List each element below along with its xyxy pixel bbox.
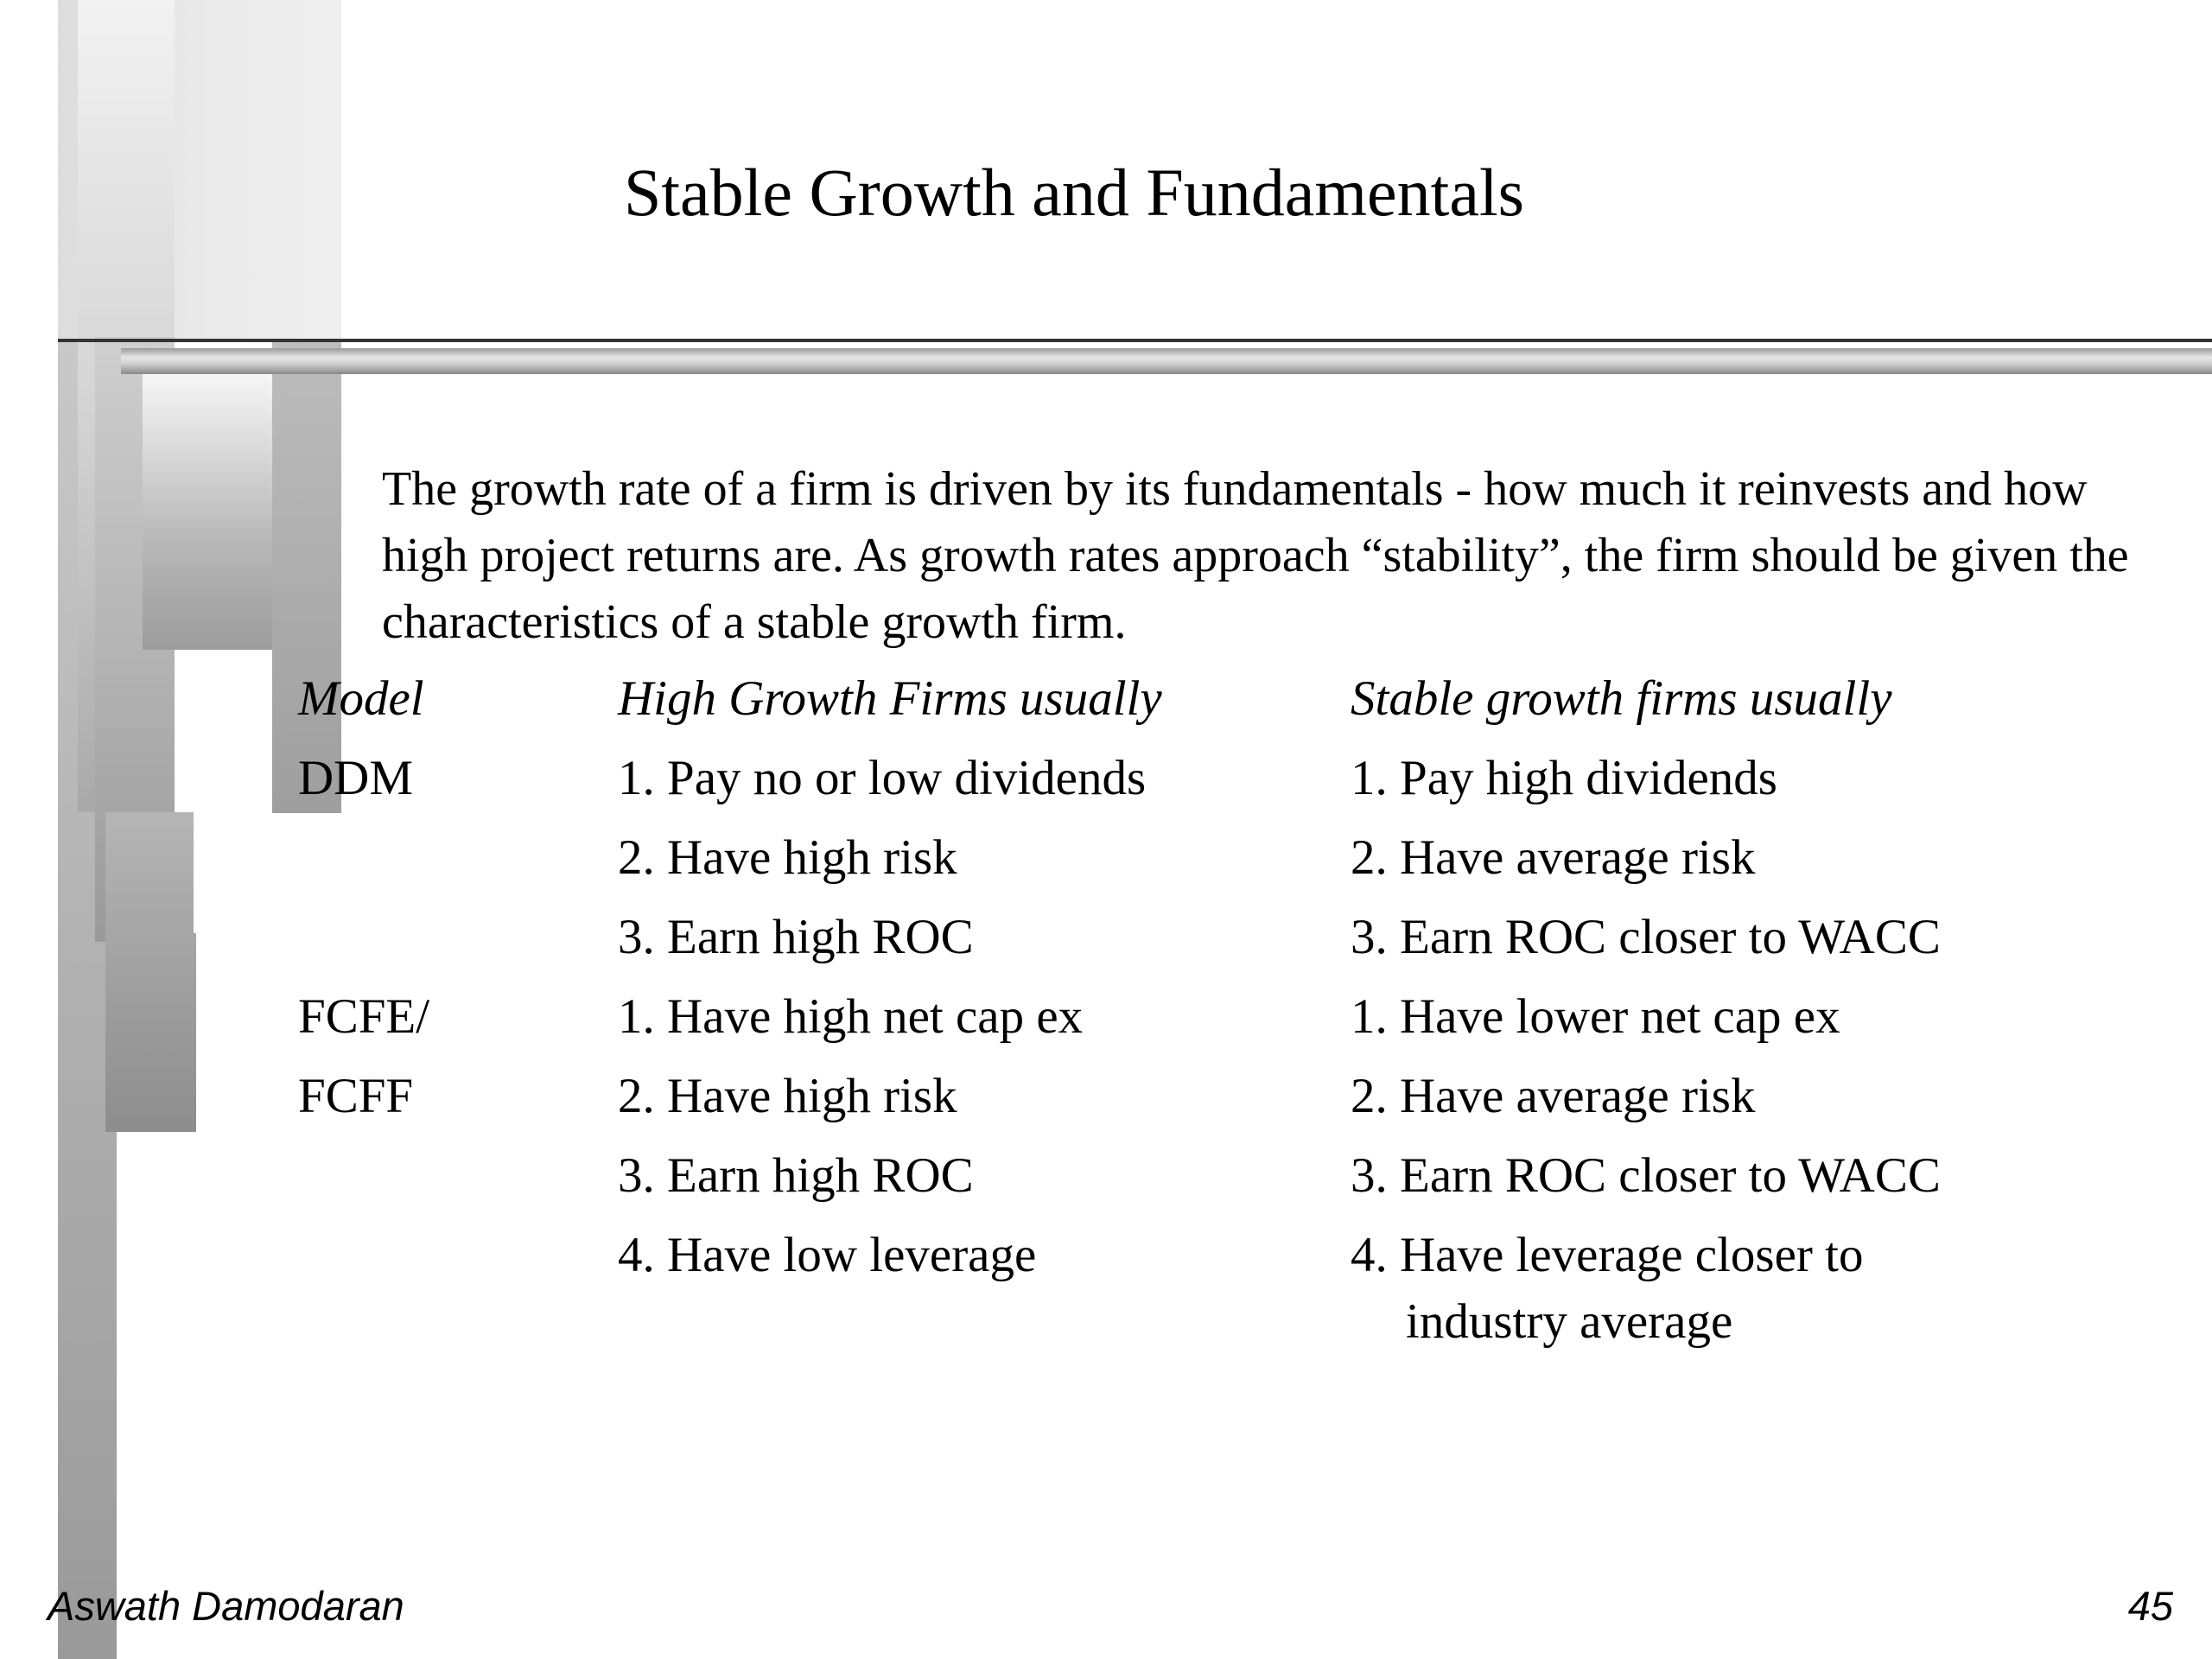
slide-title: Stable Growth and Fundamentals [624, 155, 1524, 230]
table-header-model: Model [298, 671, 424, 726]
table-cell-high: 1. Have high net cap ex [618, 989, 1084, 1044]
footer-page-number: 45 [2127, 1583, 2173, 1629]
table-cell-model: FCFE/ [298, 989, 430, 1044]
table-header-high-growth: High Growth Firms usually [618, 671, 1162, 726]
table-cell-stable: 1. Have lower net cap ex [1351, 989, 1840, 1044]
table-cell-model: FCFF [298, 1069, 414, 1123]
table-cell-high: 3. Earn high ROC [618, 910, 974, 964]
table-cell-stable: 1. Pay high dividends [1351, 751, 1777, 805]
table-cell-stable: industry average [1406, 1294, 1733, 1349]
decorative-bar [105, 933, 196, 1132]
table-cell-stable: 4. Have leverage closer to [1351, 1228, 1864, 1282]
table-cell-high: 2. Have high risk [618, 1069, 957, 1123]
decorative-bar [272, 340, 341, 813]
decorative-bar [143, 372, 272, 650]
table-header-stable-growth: Stable growth firms usually [1351, 671, 1892, 726]
title-divider-bar [121, 348, 2212, 374]
table-cell-high: 4. Have low leverage [618, 1228, 1037, 1282]
table-cell-model: DDM [298, 751, 414, 805]
table-cell-stable: 2. Have average risk [1351, 1069, 1756, 1123]
footer-author: Aswath Damodaran [48, 1583, 404, 1629]
table-cell-high: 2. Have high risk [618, 830, 957, 885]
table-cell-high: 3. Earn high ROC [618, 1148, 974, 1203]
intro-paragraph: The growth rate of a firm is driven by its fundamentals - how much it reinvests and how high project returns are. As growth rates approach “stability”, the firm should be given the characteristics of a stable growth firm. [382, 462, 2129, 649]
table-cell-stable: 3. Earn ROC closer to WACC [1351, 1148, 1941, 1203]
table-cell-stable: 3. Earn ROC closer to WACC [1351, 910, 1941, 964]
table-cell-high: 1. Pay no or low dividends [618, 751, 1147, 805]
table-cell-stable: 2. Have average risk [1351, 830, 1756, 885]
title-divider [58, 339, 2212, 342]
